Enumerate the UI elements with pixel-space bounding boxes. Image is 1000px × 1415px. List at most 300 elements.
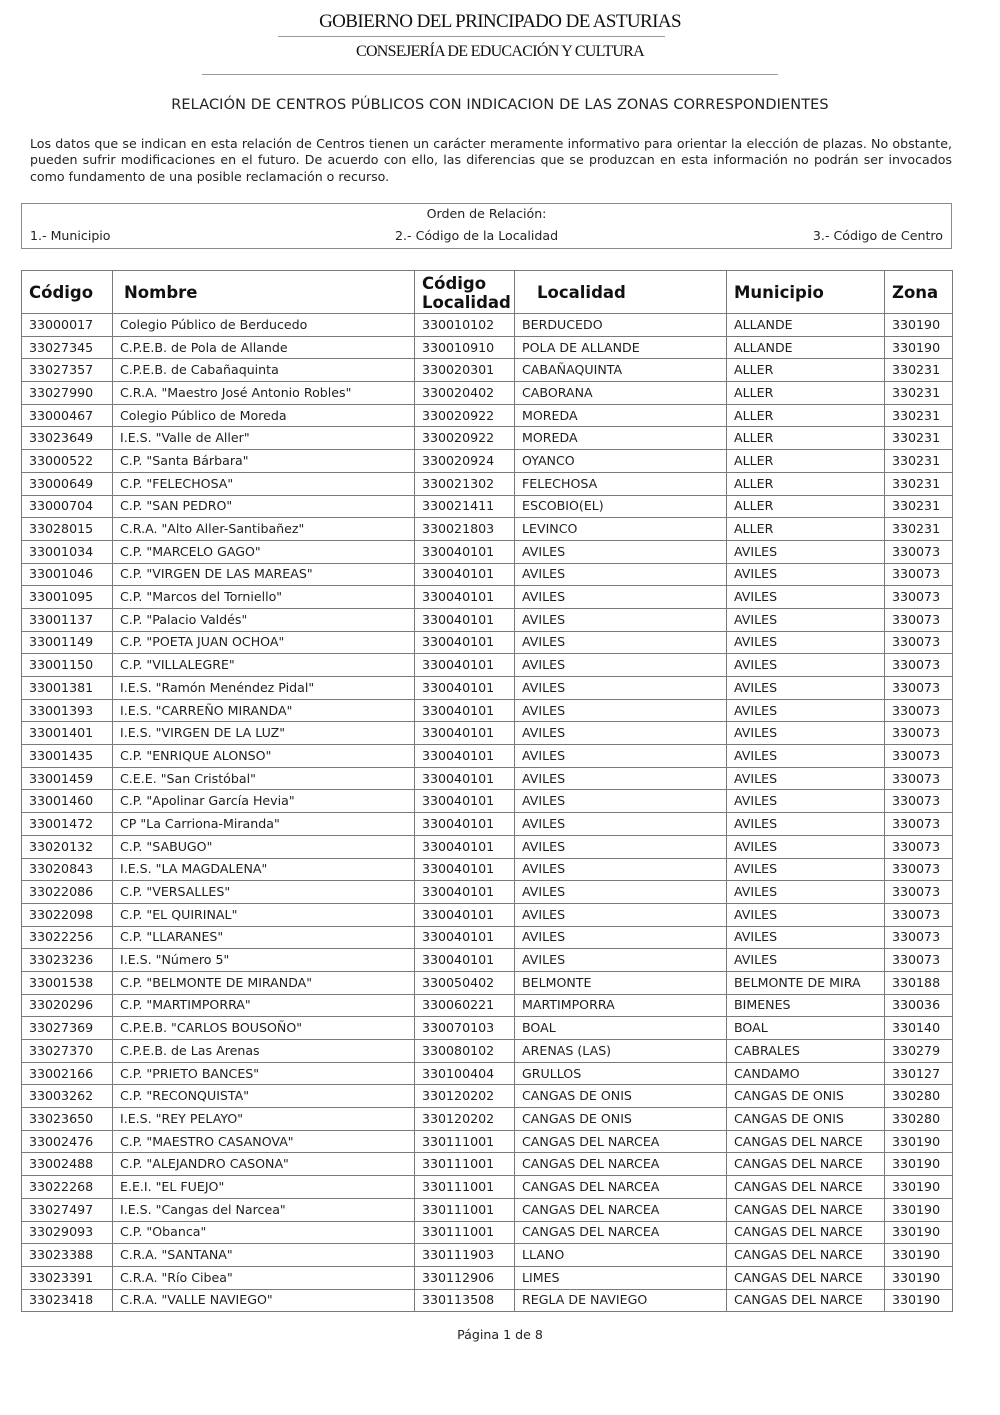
- cell-zona: 330188: [885, 971, 953, 994]
- cell-zona: 330190: [885, 336, 953, 359]
- cell-municipio: CANGAS DEL NARCE: [727, 1221, 885, 1244]
- table-row: [22, 382, 953, 405]
- cell-municipio: AVILES: [727, 699, 885, 722]
- table-row: [22, 1289, 953, 1312]
- cell-nombre: C.P.E.B. de Las Arenas: [113, 1040, 415, 1063]
- cell-codigo-localidad: 330113508: [415, 1289, 515, 1312]
- header-divider-long: [202, 74, 778, 75]
- cell-codigo: 33001150: [22, 654, 113, 677]
- cell-codigo-localidad: 330020922: [415, 427, 515, 450]
- cell-municipio: AVILES: [727, 835, 885, 858]
- cell-codigo: 33001034: [22, 540, 113, 563]
- cell-codigo-localidad: 330040101: [415, 677, 515, 700]
- cell-codigo: 33001460: [22, 790, 113, 813]
- table-row: [22, 994, 953, 1017]
- cell-codigo: 33027990: [22, 382, 113, 405]
- cell-codigo-localidad: 330111903: [415, 1244, 515, 1267]
- table-row: [22, 1130, 953, 1153]
- table-row: [22, 1244, 953, 1267]
- cell-codigo: 33027345: [22, 336, 113, 359]
- cell-zona: 330231: [885, 450, 953, 473]
- cell-zona: 330190: [885, 1289, 953, 1312]
- cell-nombre: C.P. "Palacio Valdés": [113, 608, 415, 631]
- cell-nombre: C.P.E.B. "CARLOS BOUSOÑO": [113, 1017, 415, 1040]
- table-row: [22, 903, 953, 926]
- cell-codigo-localidad: 330040101: [415, 586, 515, 609]
- cell-codigo: 33020843: [22, 858, 113, 881]
- table-row: [22, 1062, 953, 1085]
- cell-codigo: 33023388: [22, 1244, 113, 1267]
- cell-codigo: 33001435: [22, 745, 113, 768]
- cell-municipio: CANGAS DE ONIS: [727, 1085, 885, 1108]
- table-row: [22, 699, 953, 722]
- cell-codigo-localidad: 330040101: [415, 858, 515, 881]
- cell-zona: 330190: [885, 1153, 953, 1176]
- cell-codigo-localidad: 330050402: [415, 971, 515, 994]
- cell-codigo-localidad: 330021302: [415, 472, 515, 495]
- cell-codigo: 33027369: [22, 1017, 113, 1040]
- cell-zona: 330190: [885, 1130, 953, 1153]
- cell-zona: 330190: [885, 1244, 953, 1267]
- cell-nombre: Colegio Público de Berducedo: [113, 314, 415, 337]
- cell-codigo: 33001393: [22, 699, 113, 722]
- sort-order-label: Orden de Relación:: [426, 206, 547, 221]
- cell-municipio: AVILES: [727, 949, 885, 972]
- cell-localidad: AVILES: [515, 790, 727, 813]
- column-header-nombre: Nombre: [113, 271, 415, 314]
- cell-localidad: AVILES: [515, 813, 727, 836]
- cell-nombre: I.E.S. "Número 5": [113, 949, 415, 972]
- cell-zona: 330073: [885, 926, 953, 949]
- cell-codigo-localidad: 330100404: [415, 1062, 515, 1085]
- cell-codigo-localidad: 330010910: [415, 336, 515, 359]
- cell-nombre: C.P. "ENRIQUE ALONSO": [113, 745, 415, 768]
- cell-municipio: ALLER: [727, 450, 885, 473]
- cell-codigo: 33003262: [22, 1085, 113, 1108]
- cell-codigo-localidad: 330040101: [415, 903, 515, 926]
- cell-municipio: AVILES: [727, 540, 885, 563]
- cell-zona: 330073: [885, 881, 953, 904]
- cell-municipio: ALLER: [727, 382, 885, 405]
- cell-localidad: CANGAS DEL NARCEA: [515, 1176, 727, 1199]
- table-body: [22, 314, 953, 1312]
- table-row: [22, 472, 953, 495]
- cell-nombre: C.P. "LLARANES": [113, 926, 415, 949]
- cell-municipio: ALLER: [727, 404, 885, 427]
- table-row: [22, 813, 953, 836]
- table-row: [22, 1108, 953, 1131]
- cell-zona: 330280: [885, 1108, 953, 1131]
- cell-codigo: 33001046: [22, 563, 113, 586]
- cell-zona: 330231: [885, 495, 953, 518]
- cell-localidad: AVILES: [515, 903, 727, 926]
- cell-codigo-localidad: 330111001: [415, 1153, 515, 1176]
- cell-localidad: AVILES: [515, 926, 727, 949]
- centros-table: [21, 270, 953, 1312]
- column-header-zona: Zona: [885, 271, 953, 314]
- cell-localidad: MARTIMPORRA: [515, 994, 727, 1017]
- cell-codigo-localidad: 330020924: [415, 450, 515, 473]
- cell-localidad: AVILES: [515, 631, 727, 654]
- cell-zona: 330073: [885, 677, 953, 700]
- cell-codigo: 33023236: [22, 949, 113, 972]
- cell-municipio: CANDAMO: [727, 1062, 885, 1085]
- cell-nombre: C.R.A. "Maestro José Antonio Robles": [113, 382, 415, 405]
- table-row: [22, 1040, 953, 1063]
- cell-localidad: CANGAS DEL NARCEA: [515, 1221, 727, 1244]
- cell-codigo-localidad: 330040101: [415, 540, 515, 563]
- disclaimer-paragraph: Los datos que se indican en esta relación de Centros tienen un carácter meramente informativo para orientar la elección de plazas. No obstante, pueden sufrir modificaciones en el futuro. De acuerdo con ello, las diferencias que se produzcan en esta información no podrán ser invocados como fundamento de una posible reclamación o recurso.: [30, 136, 952, 184]
- cell-zona: 330190: [885, 314, 953, 337]
- cell-localidad: BELMONTE: [515, 971, 727, 994]
- cell-municipio: AVILES: [727, 881, 885, 904]
- cell-codigo: 33001472: [22, 813, 113, 836]
- table-row: [22, 881, 953, 904]
- cell-codigo: 33001137: [22, 608, 113, 631]
- cell-codigo-localidad: 330111001: [415, 1198, 515, 1221]
- cell-municipio: ALLER: [727, 427, 885, 450]
- cell-localidad: AVILES: [515, 835, 727, 858]
- cell-nombre: C.R.A. "Alto Aller-Santibañez": [113, 518, 415, 541]
- cell-localidad: LIMES: [515, 1266, 727, 1289]
- cell-zona: 330280: [885, 1085, 953, 1108]
- cell-localidad: GRULLOS: [515, 1062, 727, 1085]
- table-row: [22, 1085, 953, 1108]
- cell-nombre: C.R.A. "Río Cibea": [113, 1266, 415, 1289]
- cell-codigo: 33002166: [22, 1062, 113, 1085]
- cell-codigo-localidad: 330040101: [415, 835, 515, 858]
- cell-zona: 330231: [885, 518, 953, 541]
- header-divider-short: [278, 36, 665, 37]
- cell-municipio: AVILES: [727, 858, 885, 881]
- cell-nombre: C.P. "VERSALLES": [113, 881, 415, 904]
- cell-localidad: CANGAS DE ONIS: [515, 1085, 727, 1108]
- cell-codigo-localidad: 330040101: [415, 949, 515, 972]
- cell-zona: 330073: [885, 540, 953, 563]
- cell-codigo: 33029093: [22, 1221, 113, 1244]
- cell-codigo-localidad: 330080102: [415, 1040, 515, 1063]
- cell-localidad: AVILES: [515, 881, 727, 904]
- cell-zona: 330073: [885, 654, 953, 677]
- sort-order-item-municipio: 1.- Municipio: [30, 228, 111, 243]
- cell-localidad: AVILES: [515, 722, 727, 745]
- cell-municipio: CANGAS DEL NARCE: [727, 1289, 885, 1312]
- cell-nombre: E.E.I. "EL FUEJO": [113, 1176, 415, 1199]
- cell-localidad: AVILES: [515, 745, 727, 768]
- cell-municipio: AVILES: [727, 813, 885, 836]
- table-header-row: [22, 271, 953, 314]
- cell-municipio: AVILES: [727, 926, 885, 949]
- table-row: [22, 767, 953, 790]
- cell-nombre: C.E.E. "San Cristóbal": [113, 767, 415, 790]
- cell-localidad: AVILES: [515, 586, 727, 609]
- table-row: [22, 563, 953, 586]
- cell-municipio: AVILES: [727, 654, 885, 677]
- cell-nombre: C.P. "POETA JUAN OCHOA": [113, 631, 415, 654]
- cell-nombre: CP "La Carriona-Miranda": [113, 813, 415, 836]
- cell-nombre: C.R.A. "VALLE NAVIEGO": [113, 1289, 415, 1312]
- cell-nombre: C.P. "Obanca": [113, 1221, 415, 1244]
- cell-municipio: CANGAS DEL NARCE: [727, 1176, 885, 1199]
- table-row: [22, 1153, 953, 1176]
- cell-codigo-localidad: 330070103: [415, 1017, 515, 1040]
- cell-municipio: AVILES: [727, 790, 885, 813]
- cell-codigo-localidad: 330111001: [415, 1130, 515, 1153]
- cell-codigo: 33023650: [22, 1108, 113, 1131]
- header-department: CONSEJERÍA DE EDUCACIÓN Y CULTURA: [355, 43, 645, 60]
- cell-localidad: ARENAS (LAS): [515, 1040, 727, 1063]
- table-row: [22, 359, 953, 382]
- table-row: [22, 495, 953, 518]
- cell-codigo-localidad: 330040101: [415, 767, 515, 790]
- table-row: [22, 790, 953, 813]
- cell-codigo: 33001095: [22, 586, 113, 609]
- cell-codigo-localidad: 330040101: [415, 608, 515, 631]
- cell-municipio: AVILES: [727, 903, 885, 926]
- page-number: Página 1 de 8: [457, 1327, 543, 1342]
- cell-zona: 330073: [885, 586, 953, 609]
- cell-nombre: C.P. "SABUGO": [113, 835, 415, 858]
- cell-zona: 330036: [885, 994, 953, 1017]
- cell-zona: 330127: [885, 1062, 953, 1085]
- cell-localidad: CANGAS DEL NARCEA: [515, 1130, 727, 1153]
- cell-codigo: 33001381: [22, 677, 113, 700]
- cell-localidad: AVILES: [515, 540, 727, 563]
- table-row: [22, 858, 953, 881]
- cell-localidad: AVILES: [515, 654, 727, 677]
- cell-nombre: C.P. "Apolinar García Hevia": [113, 790, 415, 813]
- table-row: [22, 1266, 953, 1289]
- cell-localidad: BOAL: [515, 1017, 727, 1040]
- table-row: [22, 722, 953, 745]
- cell-nombre: C.P. "Santa Bárbara": [113, 450, 415, 473]
- cell-localidad: AVILES: [515, 949, 727, 972]
- cell-zona: 330231: [885, 472, 953, 495]
- cell-localidad: CANGAS DE ONIS: [515, 1108, 727, 1131]
- cell-codigo: 33023418: [22, 1289, 113, 1312]
- cell-codigo-localidad: 330040101: [415, 881, 515, 904]
- table-row: [22, 314, 953, 337]
- cell-codigo-localidad: 330060221: [415, 994, 515, 1017]
- table-row: [22, 835, 953, 858]
- cell-codigo-localidad: 330040101: [415, 790, 515, 813]
- table-row: [22, 1176, 953, 1199]
- cell-municipio: CABRALES: [727, 1040, 885, 1063]
- cell-codigo: 33000017: [22, 314, 113, 337]
- cell-zona: 330190: [885, 1198, 953, 1221]
- cell-codigo: 33001149: [22, 631, 113, 654]
- cell-codigo: 33023391: [22, 1266, 113, 1289]
- cell-zona: 330073: [885, 858, 953, 881]
- cell-zona: 330073: [885, 835, 953, 858]
- cell-codigo: 33000522: [22, 450, 113, 473]
- cell-codigo: 33002476: [22, 1130, 113, 1153]
- cell-codigo-localidad: 330020402: [415, 382, 515, 405]
- cell-codigo: 33027497: [22, 1198, 113, 1221]
- cell-nombre: I.E.S. "Ramón Menéndez Pidal": [113, 677, 415, 700]
- table-row: [22, 450, 953, 473]
- sort-order-item-codigo-centro: 3.- Código de Centro: [812, 228, 943, 243]
- cell-nombre: Colegio Público de Moreda: [113, 404, 415, 427]
- table-row: [22, 745, 953, 768]
- cell-codigo: 33001459: [22, 767, 113, 790]
- cell-nombre: C.P. "FELECHOSA": [113, 472, 415, 495]
- cell-municipio: CANGAS DEL NARCE: [727, 1244, 885, 1267]
- table-row: [22, 1221, 953, 1244]
- table-row: [22, 336, 953, 359]
- cell-codigo-localidad: 330010102: [415, 314, 515, 337]
- column-header-localidad: Localidad: [515, 271, 727, 314]
- cell-nombre: C.P. "MARTIMPORRA": [113, 994, 415, 1017]
- cell-localidad: CANGAS DEL NARCEA: [515, 1198, 727, 1221]
- cell-municipio: ALLER: [727, 518, 885, 541]
- cell-codigo-localidad: 330040101: [415, 745, 515, 768]
- cell-zona: 330073: [885, 745, 953, 768]
- cell-codigo: 33001401: [22, 722, 113, 745]
- cell-codigo-localidad: 330040101: [415, 631, 515, 654]
- cell-nombre: C.P. "Marcos del Torniello": [113, 586, 415, 609]
- table-row: [22, 654, 953, 677]
- cell-codigo: 33027370: [22, 1040, 113, 1063]
- cell-zona: 330231: [885, 404, 953, 427]
- cell-localidad: MOREDA: [515, 427, 727, 450]
- cell-zona: 330073: [885, 563, 953, 586]
- table-row: [22, 518, 953, 541]
- cell-nombre: I.E.S. "CARREÑO MIRANDA": [113, 699, 415, 722]
- table-row: [22, 1017, 953, 1040]
- cell-codigo-localidad: 330040101: [415, 813, 515, 836]
- column-header-codigo-localidad-text: Código Localidad: [422, 273, 511, 312]
- sort-order-item-codigo-localidad: 2.- Código de la Localidad: [395, 228, 559, 243]
- sort-order-box: [21, 203, 952, 249]
- cell-localidad: LEVINCO: [515, 518, 727, 541]
- cell-nombre: C.P. "SAN PEDRO": [113, 495, 415, 518]
- cell-zona: 330231: [885, 359, 953, 382]
- cell-localidad: CABORANA: [515, 382, 727, 405]
- cell-localidad: OYANCO: [515, 450, 727, 473]
- cell-nombre: C.P. "MAESTRO CASANOVA": [113, 1130, 415, 1153]
- cell-municipio: AVILES: [727, 608, 885, 631]
- cell-codigo-localidad: 330111001: [415, 1176, 515, 1199]
- cell-municipio: BOAL: [727, 1017, 885, 1040]
- cell-municipio: ALLER: [727, 472, 885, 495]
- cell-zona: 330231: [885, 382, 953, 405]
- cell-codigo-localidad: 330020922: [415, 404, 515, 427]
- cell-nombre: C.P. "MARCELO GAGO": [113, 540, 415, 563]
- cell-localidad: AVILES: [515, 677, 727, 700]
- cell-nombre: C.P. "VILLALEGRE": [113, 654, 415, 677]
- cell-nombre: C.R.A. "SANTANA": [113, 1244, 415, 1267]
- table-row: [22, 631, 953, 654]
- cell-municipio: ALLANDE: [727, 314, 885, 337]
- cell-nombre: C.P. "BELMONTE DE MIRANDA": [113, 971, 415, 994]
- cell-codigo: 33000649: [22, 472, 113, 495]
- cell-zona: 330073: [885, 790, 953, 813]
- cell-codigo: 33000467: [22, 404, 113, 427]
- cell-localidad: AVILES: [515, 608, 727, 631]
- cell-nombre: I.E.S. "LA MAGDALENA": [113, 858, 415, 881]
- cell-municipio: CANGAS DEL NARCE: [727, 1198, 885, 1221]
- table-row: [22, 608, 953, 631]
- cell-nombre: I.E.S. "Cangas del Narcea": [113, 1198, 415, 1221]
- cell-localidad: FELECHOSA: [515, 472, 727, 495]
- cell-localidad: AVILES: [515, 699, 727, 722]
- cell-zona: 330073: [885, 631, 953, 654]
- table-row: [22, 1198, 953, 1221]
- cell-codigo: 33001538: [22, 971, 113, 994]
- cell-codigo: 33022256: [22, 926, 113, 949]
- cell-codigo-localidad: 330112906: [415, 1266, 515, 1289]
- table-row: [22, 926, 953, 949]
- cell-codigo-localidad: 330040101: [415, 699, 515, 722]
- cell-municipio: BIMENES: [727, 994, 885, 1017]
- cell-codigo: 33020296: [22, 994, 113, 1017]
- cell-codigo: 33000704: [22, 495, 113, 518]
- cell-codigo: 33022098: [22, 903, 113, 926]
- cell-municipio: ALLANDE: [727, 336, 885, 359]
- cell-zona: 330073: [885, 699, 953, 722]
- cell-nombre: C.P. "PRIETO BANCES": [113, 1062, 415, 1085]
- table-row: [22, 677, 953, 700]
- cell-nombre: C.P.E.B. de Cabañaquinta: [113, 359, 415, 382]
- cell-nombre: C.P.E.B. de Pola de Allande: [113, 336, 415, 359]
- column-header-municipio: Municipio: [727, 271, 885, 314]
- cell-zona: 330073: [885, 903, 953, 926]
- cell-zona: 330073: [885, 608, 953, 631]
- cell-localidad: AVILES: [515, 563, 727, 586]
- table-row: [22, 949, 953, 972]
- cell-localidad: BERDUCEDO: [515, 314, 727, 337]
- cell-zona: 330073: [885, 949, 953, 972]
- document-title: RELACIÓN DE CENTROS PÚBLICOS CON INDICACION DE LAS ZONAS CORRESPONDIENTES: [171, 97, 829, 113]
- cell-nombre: C.P. "ALEJANDRO CASONA": [113, 1153, 415, 1176]
- cell-codigo-localidad: 330020301: [415, 359, 515, 382]
- cell-municipio: AVILES: [727, 586, 885, 609]
- cell-localidad: MOREDA: [515, 404, 727, 427]
- cell-zona: 330073: [885, 767, 953, 790]
- cell-nombre: I.E.S. "Valle de Aller": [113, 427, 415, 450]
- cell-municipio: AVILES: [727, 631, 885, 654]
- cell-zona: 330190: [885, 1266, 953, 1289]
- cell-codigo-localidad: 330040101: [415, 722, 515, 745]
- cell-codigo-localidad: 330021803: [415, 518, 515, 541]
- cell-codigo: 33022268: [22, 1176, 113, 1199]
- cell-nombre: C.P. "EL QUIRINAL": [113, 903, 415, 926]
- cell-municipio: AVILES: [727, 563, 885, 586]
- cell-codigo: 33028015: [22, 518, 113, 541]
- cell-municipio: ALLER: [727, 495, 885, 518]
- cell-codigo-localidad: 330040101: [415, 926, 515, 949]
- cell-zona: 330190: [885, 1176, 953, 1199]
- cell-zona: 330073: [885, 813, 953, 836]
- cell-municipio: AVILES: [727, 677, 885, 700]
- cell-municipio: AVILES: [727, 767, 885, 790]
- cell-municipio: ALLER: [727, 359, 885, 382]
- cell-localidad: CABAÑAQUINTA: [515, 359, 727, 382]
- cell-zona: 330190: [885, 1221, 953, 1244]
- cell-localidad: AVILES: [515, 767, 727, 790]
- cell-codigo: 33022086: [22, 881, 113, 904]
- cell-localidad: CANGAS DEL NARCEA: [515, 1153, 727, 1176]
- cell-zona: 330231: [885, 427, 953, 450]
- cell-municipio: CANGAS DE ONIS: [727, 1108, 885, 1131]
- cell-zona: 330073: [885, 722, 953, 745]
- cell-municipio: CANGAS DEL NARCE: [727, 1266, 885, 1289]
- table-row: [22, 971, 953, 994]
- cell-municipio: CANGAS DEL NARCE: [727, 1130, 885, 1153]
- cell-municipio: AVILES: [727, 745, 885, 768]
- cell-localidad: AVILES: [515, 858, 727, 881]
